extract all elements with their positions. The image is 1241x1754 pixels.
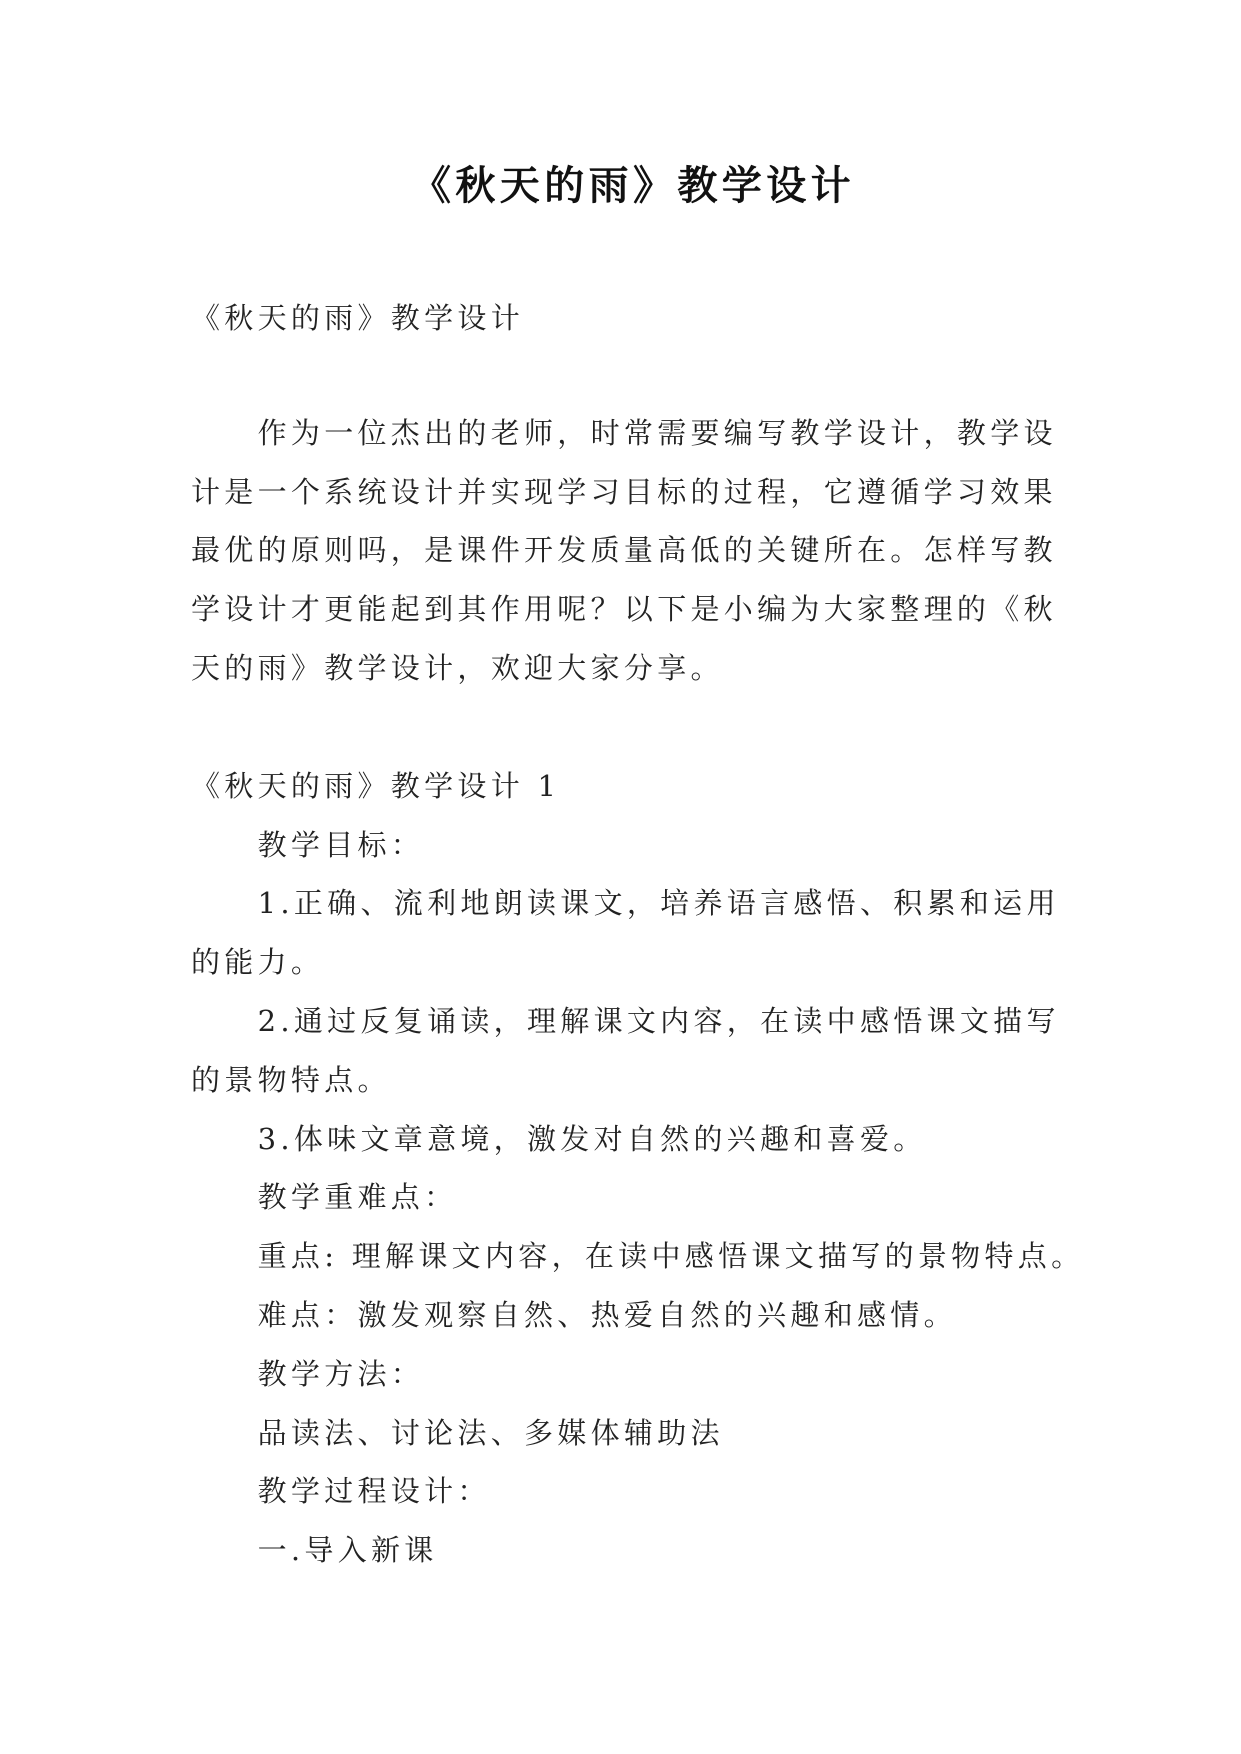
intro-line: 最优的原则吗，是课件开发质量高低的关键所在。怎样写教 xyxy=(191,533,1057,568)
intro-line: 作为一位杰出的老师，时常需要编写教学设计，教学设 xyxy=(257,415,1057,450)
process-heading: 教学过程设计： xyxy=(257,1474,491,1509)
intro-line: 学设计才更能起到其作用呢？以下是小编为大家整理的《秋 xyxy=(191,592,1057,627)
section-heading: 《秋天的雨》教学设计 1 xyxy=(191,768,561,803)
intro-line: 天的雨》教学设计，欢迎大家分享。 xyxy=(191,650,724,685)
intro-paragraph xyxy=(191,404,1071,698)
intro-line: 计是一个系统设计并实现学习目标的过程，它遵循学习效果 xyxy=(191,474,1057,509)
goal-3: 3.体味文章意境，激发对自然的兴趣和喜爱。 xyxy=(257,1121,927,1156)
key-points-heading: 教学重难点： xyxy=(257,1180,458,1215)
goal-line: 1.正确、流利地朗读课文，培养语言感悟、积累和运用 xyxy=(257,886,1060,921)
goal-1-paragraph xyxy=(191,874,1071,992)
subtitle: 《秋天的雨》教学设计 xyxy=(191,301,525,335)
goal-line: 2.通过反复诵读，理解课文内容，在读中感悟课文描写 xyxy=(257,1003,1060,1038)
difficult-point: 难点：激发观察自然、热爱自然的兴趣和感情。 xyxy=(257,1297,957,1332)
goal-2-paragraph xyxy=(191,992,1071,1110)
goal-line: 的能力。 xyxy=(191,945,325,980)
methods-heading: 教学方法： xyxy=(257,1356,425,1391)
document-body xyxy=(191,289,1085,1580)
document-title: 《秋天的雨》教学设计 xyxy=(411,163,855,209)
methods-text: 品读法、讨论法、多媒体辅助法 xyxy=(257,1415,724,1450)
process-step-1: 一.导入新课 xyxy=(257,1533,438,1568)
goals-heading: 教学目标： xyxy=(257,827,425,862)
goal-line: 的景物特点。 xyxy=(191,1062,391,1097)
key-point: 重点: 理解课文内容，在读中感悟课文描写的景物特点。 xyxy=(257,1239,1085,1274)
